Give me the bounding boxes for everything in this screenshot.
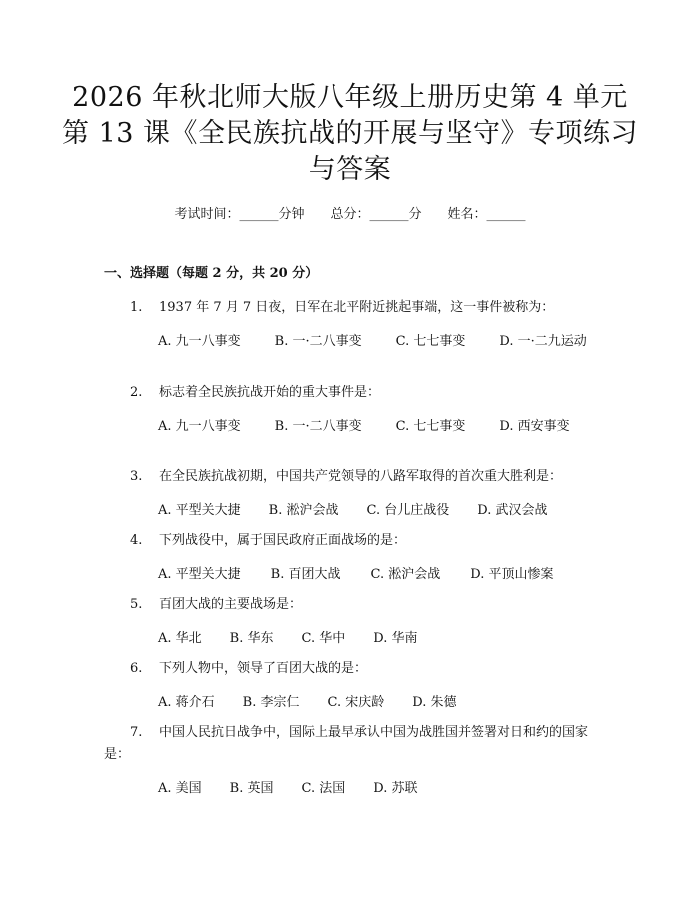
option-b: B. 一·二八事变 — [274, 334, 362, 349]
question-number: 5. — [130, 597, 143, 612]
question-7 — [104, 722, 594, 800]
question-stem — [104, 530, 594, 552]
question-number: 3. — [130, 469, 143, 484]
option-list — [104, 778, 594, 800]
question-3 — [104, 466, 594, 522]
option-c: C. 七七事变 — [395, 334, 466, 349]
option-list — [104, 628, 594, 650]
exam-info-line — [0, 205, 700, 225]
question-6 — [104, 658, 594, 714]
question-number: 7. — [130, 725, 143, 740]
option-d: D. 苏联 — [373, 781, 418, 796]
question-text: 1937 年 7 月 7 日夜，日军在北平附近挑起事端，这一事件被称为： — [159, 300, 555, 315]
document-title: 2026 年秋北师大版八年级上册历史第 4 单元第 13 课《全民族抗战的开展与坚守》专项练习与答案 — [61, 82, 639, 185]
question-text: 下列战役中，属于国民政府正面战场的是： — [159, 533, 407, 548]
option-b: B. 英国 — [229, 781, 274, 796]
exam-score-label: 总分：______分 — [330, 207, 422, 222]
option-d: D. 华南 — [373, 631, 418, 646]
option-d: D. 一·二九运动 — [499, 334, 587, 349]
question-stem — [104, 382, 594, 404]
option-c: C. 宋庆龄 — [327, 695, 385, 710]
option-b: B. 李宗仁 — [242, 695, 300, 710]
option-list — [104, 692, 594, 714]
question-number: 2. — [130, 385, 143, 400]
option-a: A. 华北 — [158, 631, 202, 646]
option-b: B. 华东 — [229, 631, 274, 646]
option-d: D. 西安事变 — [499, 419, 570, 434]
option-d: D. 平顶山惨案 — [470, 567, 554, 582]
option-b: B. 百团大战 — [270, 567, 341, 582]
exam-name-label: 姓名：______ — [447, 207, 526, 222]
option-a: A. 九一八事变 — [158, 334, 241, 349]
option-list — [104, 416, 594, 438]
option-b: B. 淞沪会战 — [268, 503, 339, 518]
option-c: C. 淞沪会战 — [370, 567, 441, 582]
option-list — [104, 564, 594, 586]
question-stem — [104, 594, 594, 616]
option-c: C. 华中 — [301, 631, 346, 646]
option-d: D. 朱德 — [412, 695, 457, 710]
option-a: A. 蒋介石 — [158, 695, 215, 710]
question-stem — [104, 658, 594, 680]
question-number: 6. — [130, 661, 143, 676]
question-text: 标志着全民族抗战开始的重大事件是： — [159, 385, 381, 400]
question-1 — [104, 297, 594, 353]
question-stem — [104, 722, 594, 766]
question-4 — [104, 530, 594, 586]
question-stem — [104, 466, 594, 488]
option-b: B. 一·二八事变 — [274, 419, 362, 434]
option-c: C. 台儿庄战役 — [366, 503, 450, 518]
option-a: A. 九一八事变 — [158, 419, 241, 434]
option-a: A. 平型关大捷 — [158, 567, 241, 582]
question-text: 百团大战的主要战场是： — [159, 597, 303, 612]
option-c: C. 法国 — [301, 781, 346, 796]
question-number: 4. — [130, 533, 143, 548]
option-a: A. 平型关大捷 — [158, 503, 241, 518]
question-stem — [104, 297, 594, 319]
question-2 — [104, 382, 594, 438]
option-d: D. 武汉会战 — [477, 503, 548, 518]
exam-time-label: 考试时间：______分钟 — [174, 207, 305, 222]
question-number: 1. — [130, 300, 143, 315]
section-heading: 一、选择题（每题 2 分，共 20 分） — [104, 266, 319, 281]
question-text: 下列人物中，领导了百团大战的是： — [159, 661, 368, 676]
option-list — [104, 500, 594, 522]
option-a: A. 美国 — [158, 781, 202, 796]
question-5 — [104, 594, 594, 650]
question-text: 在全民族抗战初期，中国共产党领导的八路军取得的首次重大胜利是： — [159, 469, 563, 484]
question-text: 中国人民抗日战争中，国际上最早承认中国为战胜国并签署对日和约的国家是： — [104, 725, 589, 762]
option-c: C. 七七事变 — [395, 419, 466, 434]
option-list — [104, 331, 594, 353]
